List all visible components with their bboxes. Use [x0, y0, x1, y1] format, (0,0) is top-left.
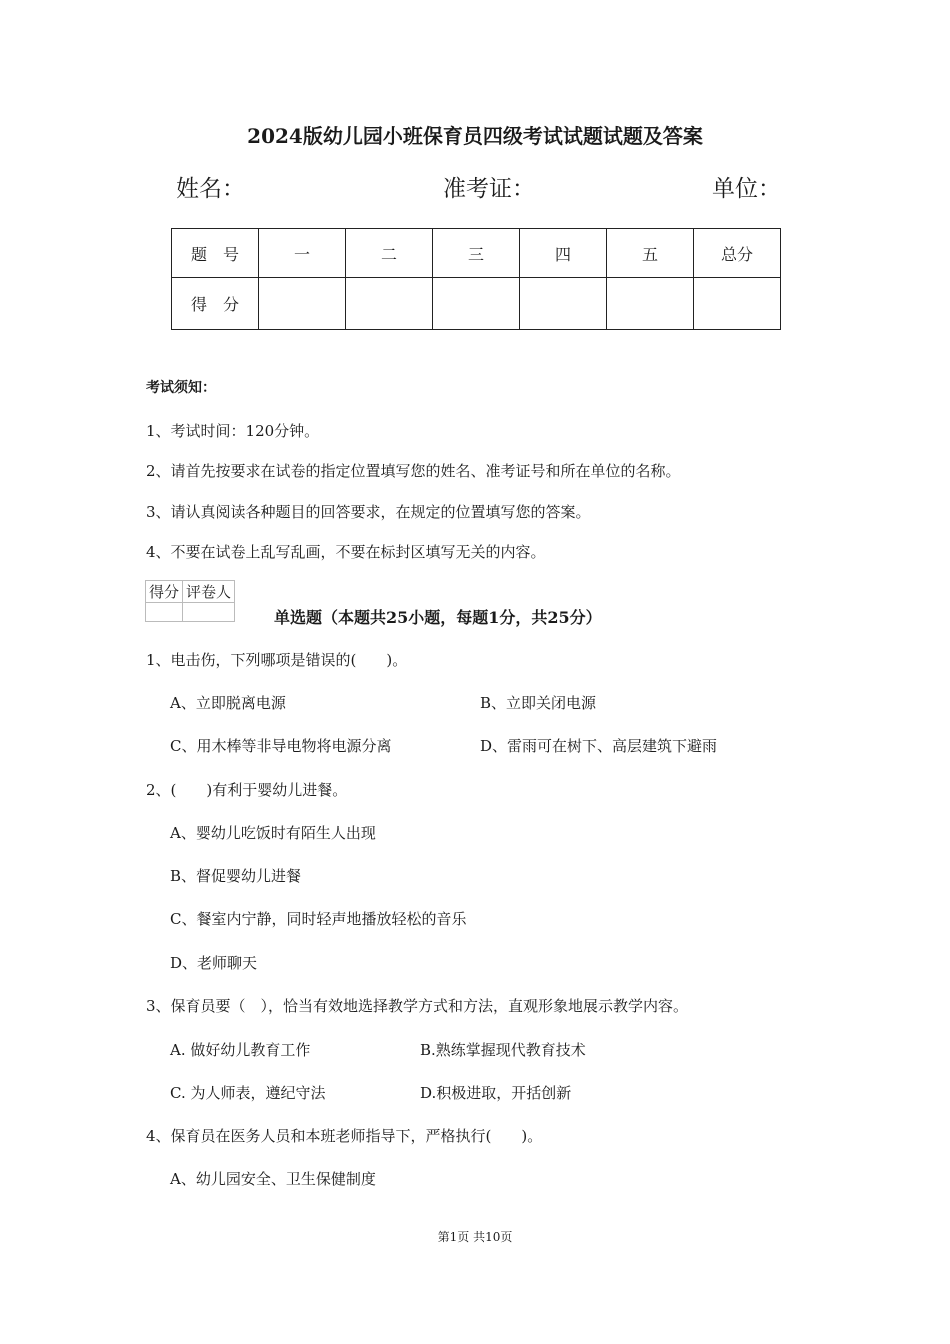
- score-table-header-row: [172, 229, 781, 278]
- grader-score-label: 得分: [146, 581, 183, 603]
- score-table-score-row: [172, 278, 781, 330]
- answer-option[interactable]: D、老师聊天: [170, 954, 258, 972]
- score-header-cell: 三: [433, 229, 520, 278]
- answer-option[interactable]: C、餐室内宁静，同时轻声地播放轻松的音乐: [170, 910, 467, 928]
- score-header-cell: 二: [346, 229, 433, 278]
- score-header-cell: 一: [259, 229, 346, 278]
- score-header-cell: 四: [520, 229, 607, 278]
- notice-heading: 考试须知：: [146, 380, 216, 396]
- score-header-cell: 总分: [694, 229, 781, 278]
- answer-option[interactable]: B、立即关闭电源: [480, 694, 597, 712]
- name-field-label: 姓名：: [176, 176, 245, 202]
- question-stem: 1、电击伤，下列哪项是错误的( )。: [146, 651, 408, 669]
- score-header-cell: 题 号: [172, 229, 259, 278]
- answer-option[interactable]: D、雷雨可在树下、高层建筑下避雨: [480, 737, 718, 755]
- notice-item: 4、不要在试卷上乱写乱画，不要在标封区填写无关的内容。: [146, 543, 546, 561]
- answer-option[interactable]: C. 为人师表，遵纪守法: [170, 1084, 326, 1102]
- score-entry-cell[interactable]: [433, 278, 520, 330]
- grader-score-cell[interactable]: [146, 603, 183, 622]
- document-title: 2024版幼儿园小班保育员四级考试试题试题及答案: [247, 124, 703, 148]
- score-header-cell: 五: [607, 229, 694, 278]
- score-entry-cell[interactable]: [259, 278, 346, 330]
- answer-option[interactable]: B、督促婴幼儿进餐: [170, 867, 302, 885]
- section-title: 单选题（本题共25小题，每题1分，共25分）: [274, 608, 602, 627]
- grader-reviewer-cell[interactable]: [183, 603, 235, 622]
- score-entry-cell[interactable]: [694, 278, 781, 330]
- question-stem: 3、保育员要（ ），恰当有效地选择教学方式和方法，直观形象地展示教学内容。: [146, 997, 689, 1015]
- exam-number-field-label: 准考证：: [443, 176, 535, 202]
- score-entry-cell[interactable]: [520, 278, 607, 330]
- answer-option[interactable]: A. 做好幼儿教育工作: [170, 1041, 311, 1059]
- answer-option[interactable]: D.积极进取，开括创新: [420, 1084, 572, 1102]
- answer-option[interactable]: A、婴幼儿吃饭时有陌生人出现: [170, 824, 376, 842]
- score-entry-cell[interactable]: [607, 278, 694, 330]
- question-stem: 4、保育员在医务人员和本班老师指导下，严格执行( )。: [146, 1127, 543, 1145]
- answer-option[interactable]: C、用木棒等非导电物将电源分离: [170, 737, 392, 755]
- notice-item: 2、请首先按要求在试卷的指定位置填写您的姓名、准考证号和所在单位的名称。: [146, 462, 681, 480]
- score-table: [171, 228, 781, 330]
- answer-option[interactable]: A、立即脱离电源: [170, 694, 286, 712]
- answer-option[interactable]: B.熟练掌握现代教育技术: [420, 1041, 586, 1059]
- grader-box: [145, 580, 235, 622]
- score-entry-cell[interactable]: [346, 278, 433, 330]
- score-row-label: 得 分: [172, 278, 259, 330]
- notice-item: 3、请认真阅读各种题目的回答要求，在规定的位置填写您的答案。: [146, 503, 591, 521]
- unit-field-label: 单位：: [712, 176, 781, 202]
- page-footer: 第1页 共10页: [437, 1230, 513, 1244]
- notice-item: 1、考试时间：120分钟。: [146, 422, 320, 440]
- answer-option[interactable]: A、幼儿园安全、卫生保健制度: [170, 1170, 376, 1188]
- grader-reviewer-label: 评卷人: [183, 581, 235, 603]
- question-stem: 2、( )有利于婴幼儿进餐。: [146, 781, 348, 799]
